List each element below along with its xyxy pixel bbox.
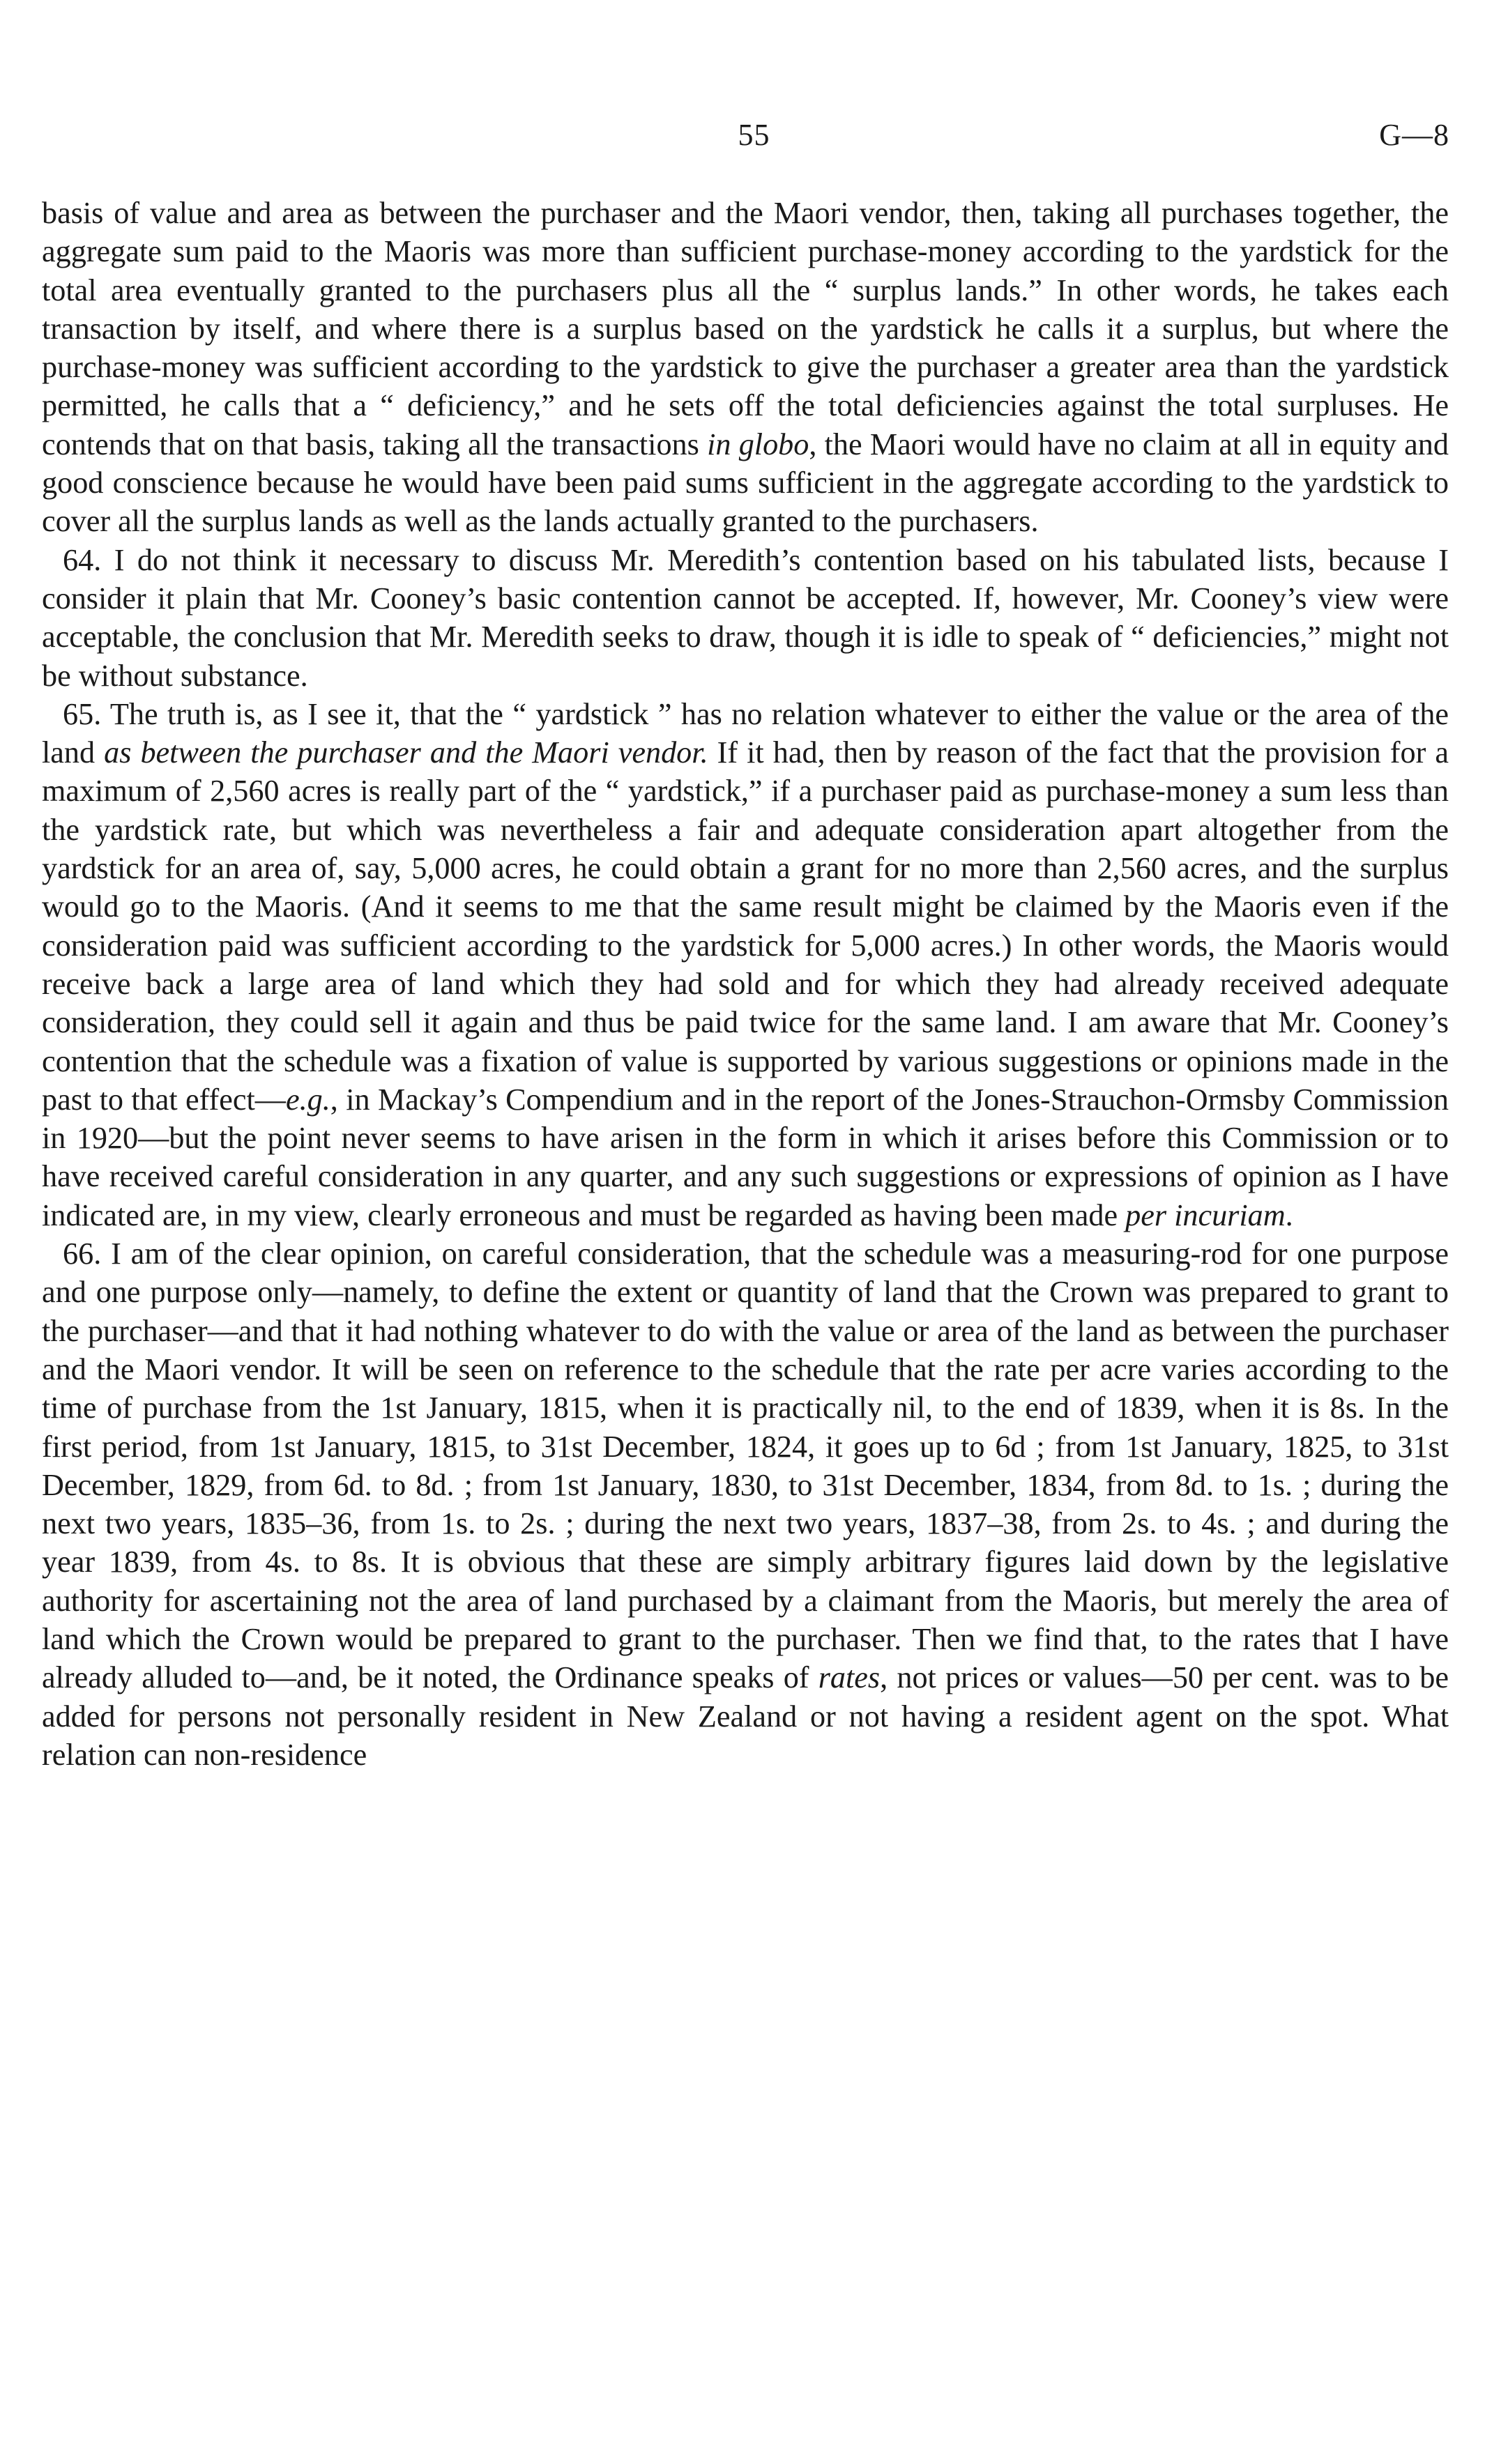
page-number: 55 (738, 118, 770, 152)
document-reference: G—8 (1379, 118, 1449, 152)
paragraph-64: 64. I do not think it necessary to discuss Mr. Meredith’s contention based on his tabulated lists, because I consider it plain that Mr. Cooney’s basic contention cannot be accepted. If, however, Mr. Cooney’s view were acceptable, the conclusion that Mr. Meredith seeks to draw, though it is idle to speak of “ deficiencies,” might not be without substance. (42, 542, 1449, 693)
body-text (42, 194, 1449, 1774)
paragraph-65: 65. The truth is, as I see it, that the “ yardstick ” has no relation whatever to either the value or the area of the land as between the purchaser and the Maori vendor. If it had, then by reason of the fact that the provision for a maximum of 2,560 acres is really part of the “ yardstick,” if a purchaser paid as purchase-money a sum less than the yardstick rate, but which was nevertheless a fair and adequate consideration apart altogether from the yardstick for an area of, say, 5,000 acres, he could obtain a grant for no more than 2,560 acres, and the surplus would go to the Maoris. (And it seems to me that the same result might be claimed by the Maoris even if the consideration paid was sufficient according to the yardstick for 5,000 acres.) In other words, the Maoris would receive back a large area of land which they had sold and for which they had already received adequate consideration, they could sell it again and thus be paid twice for the same land. I am aware that Mr. Cooney’s contention that the schedule was a fixation of value is supported by various suggestions or opinions made in the past to that effect—e.g., in Mackay’s Compendium and in the report of the Jones-Strauchon-Ormsby Commission in 1920—but the point never seems to have arisen in the form in which it arises before this Commission or to have received careful consideration in any quarter, and any such suggestions or expressions of opinion as I have indicated are, in my view, clearly erroneous and must be regarded as having been made per incuriam. (42, 696, 1449, 1232)
paragraph-63-continuation: basis of value and area as between the purchaser and the Maori vendor, then, taking all purchases together, the aggregate sum paid to the Maoris was more than sufficient purchase-money according to the yardstick for the total area eventually granted to the purchasers plus all the “ surplus lands.” In other words, he takes each transaction by itself, and where there is a surplus based on the yardstick he calls it a surplus, but where the purchase-money was sufficient according to the yardstick to give the purchaser a greater area than the yardstick permitted, he calls that a “ deficiency,” and he sets off the total deficiencies against the total surpluses. He contends that on that basis, taking all the transactions in globo, the Maori would have no claim at all in equity and good conscience because he would have been paid sums sufficient in the aggregate according to the yardstick to cover all the surplus lands as well as the lands actually granted to the purchasers. (42, 196, 1449, 539)
page-header (0, 117, 1508, 159)
paragraph-66: 66. I am of the clear opinion, on careful consideration, that the schedule was a measuring-rod for one purpose and one purpose only—namely, to define the extent or quantity of land that the Crown was prepared to grant to the purchaser—and that it had nothing whatever to do with the value or area of the land as between the purchaser and the Maori vendor. It will be seen on reference to the schedule that the rate per acre varies according to the time of purchase from the 1st January, 1815, when it is practically nil, to the end of 1839, when it is 8s. In the first period, from 1st January, 1815, to 31st December, 1824, it goes up to 6d ; from 1st January, 1825, to 31st December, 1829, from 6d. to 8d. ; from 1st January, 1830, to 31st December, 1834, from 8d. to 1s. ; during the next two years, 1835–36, from 1s. to 2s. ; during the next two years, 1837–38, from 2s. to 4s. ; and during the year 1839, from 4s. to 8s. It is obvious that these are simply arbitrary figures laid down by the legislative authority for ascertaining not the area of land purchased by a claimant from the Maoris, but merely the area of land which the Crown would be prepared to grant to the purchaser. Then we find that, to the rates that I have already alluded to—and, be it noted, the Ordinance speaks of rates, not prices or values—50 per cent. was to be added for persons not personally resident in New Zealand or not having a resident agent on the spot. What relation can non-residence (42, 1237, 1449, 1772)
